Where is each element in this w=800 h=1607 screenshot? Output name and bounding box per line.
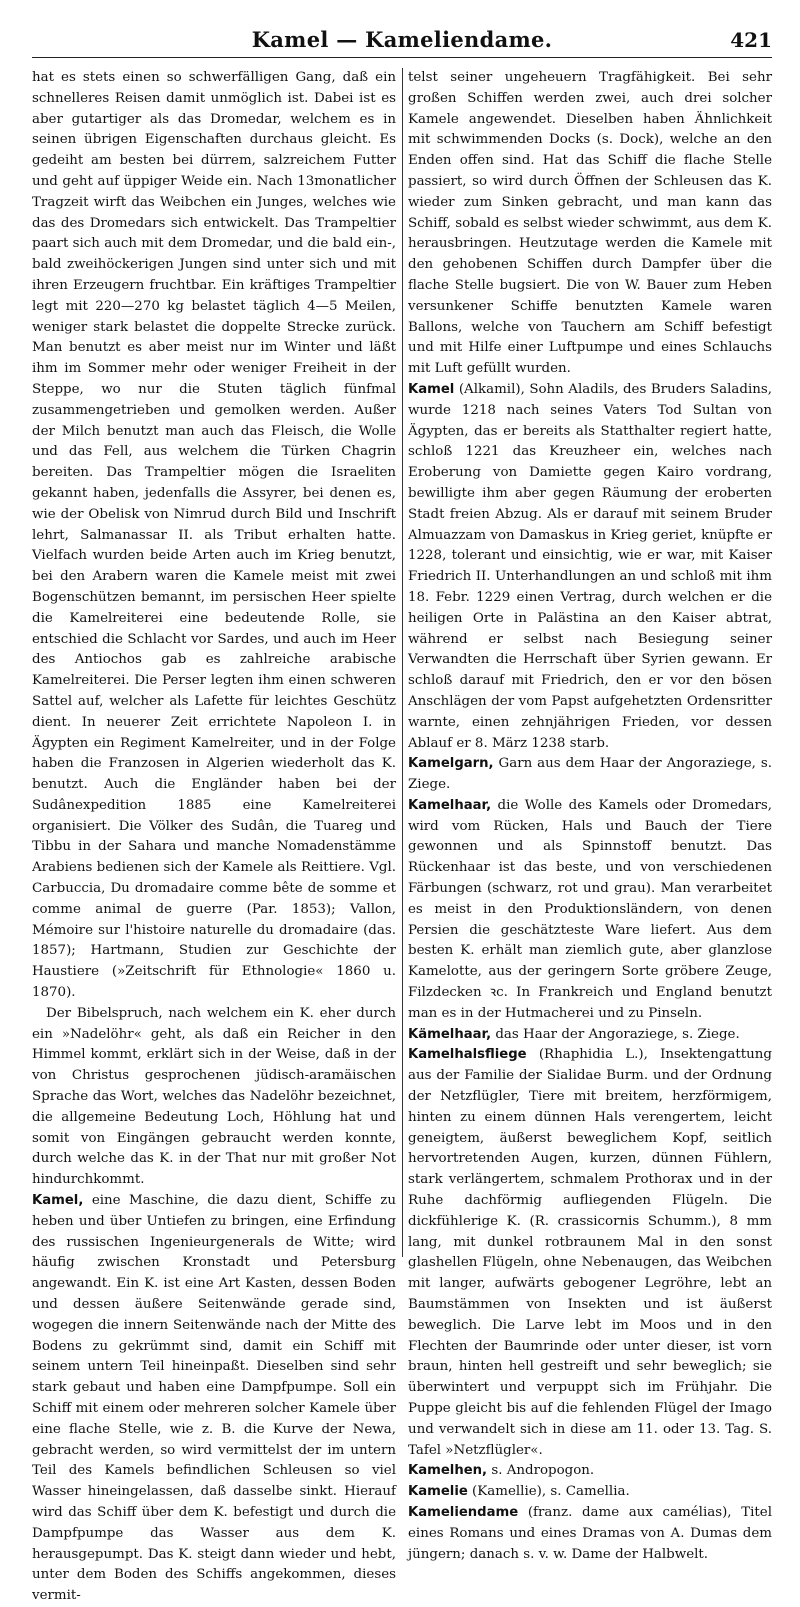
- entry-headword: Kämelhaar,: [408, 1026, 492, 1042]
- right-column: [408, 68, 772, 1562]
- entry-kamel-maschine: [32, 1191, 396, 1607]
- left-column: [32, 68, 396, 1604]
- entry-kamelhaar: [408, 796, 772, 1025]
- entry-text: (Rhaphidia L.), Insektengattung aus der Familie der Sialidae Burm. und der Ordnung der Netzflügler, Tiere mit breitem, herzförmigem, hinten zu einem dünnen Hals verengertem, leicht geneigtem, äußerst beweglichem Kopf, seitlich hervortretenden Augen, kurzen, dünnen Fühlern, stark verlängertem, schmalem Prothorax und in der Ruhe dachförmig aufliegenden Flügeln. Die dickfühlerige K. (R. crassicornis Schumm.), 8 mm lang, mit dunkel rotbraunem Mal in den sonst glashellen Flügeln, ohne Nebenaugen, das Weibchen mit langer, aufwärts gebogener Legröhre, lebt an Baumstämmen von Insekten und ist äußerst beweglich. Die Larve lebt im Moos und in den Flechten der Baumrinde oder unter dieser, ist vorn braun, hinten hell gestreift und sehr beweglich; sie überwintert und verpuppt sich im Frühjahr. Die Puppe gleicht bis auf die fehlenden Flügel der Imago und verwandelt sich in diese am 11. oder 13. Tag. S. Tafel »Netzflügler«.: [408, 1047, 772, 1458]
- entry-kaemelhaar: [408, 1025, 772, 1046]
- entry-kameliendame: [408, 1503, 772, 1565]
- entry-kamelgarn: [408, 754, 772, 796]
- entry-text: s. Andropogon.: [487, 1463, 595, 1479]
- entry-kamel-alkamil: [408, 380, 772, 754]
- paragraph-trampeltier: hat es stets einen so schwerfälligen Gang, daß ein schnelleres Reisen damit unmöglich ist. Dabei ist es aber gutartiger als das Dromedar, welchem es in seinen übrigen Eigenschaften durchaus gleicht. Es gedeiht am besten bei dürrem, salzreichem Futter und geht auf üppiger Weide ein. Nach 13monatlicher Tragzeit wirft das Weibchen ein Junges, welches wie das des Dromedars sich entwickelt. Das Trampeltier paart sich auch mit dem Dromedar, und die bald ein-, bald zweihöckerigen Jungen sind unter sich und mit ihren Erzeugern fruchtbar. Ein kräftiges Trampeltier legt mit 220—270 kg belastet täglich 4—5 Meilen, weniger stark belastet die doppelte Strecke zurück. Man benutzt es aber meist nur im Winter und läßt ihm im Sommer mehr oder weniger Freiheit in der Steppe, wo nur die Stuten täglich fünfmal zusammengetrieben und gemolken werden. Außer der Milch benutzt man auch das Fleisch, die Wolle und das Fell, aus welchem die Türken Chagrin bereiten. Das Trampeltier mögen die Israeliten gekannt haben, jedenfalls die Assyrer, bei denen es, wie der Obelisk von Nimrud durch Bild und Inschrift lehrt, Salmanassar II. als Tribut erhalten hatte. Vielfach wurden beide Arten auch im Krieg benutzt, bei den Arabern waren die Kamele meist mit zwei Bogenschützen bemannt, im persischen Heer spielte die Kamelreiterei eine bedeutende Rolle, sie entschied die Schlacht vor Sardes, und auch im Heer des Antiochos gab es zahlreiche arabische Kamelreiterei. Die Perser legten ihm einen schweren Sattel auf, welcher als Lafette für leichtes Geschütz dient. In neuerer Zeit errichtete Napoleon I. in Ägypten ein Regiment Kamelreiter, und in der Folge haben die Franzosen in Algerien wiederholt das K. benutzt. Auch die Engländer haben bei der Sudânexpedition 1885 eine Kamelreiterei organisiert. Die Völker des Sudân, die Tuareg und Tibbu in der Sahara und manche Nomadenstämme Arabiens bedienen sich der Kamele als Reittiere. Vgl. Carbuccia, Du dromadaire comme bête de somme et comme animal de guerre (Par. 1853); Vallon, Mémoire sur l'histoire naturelle du dromadaire (das. 1857); Hartmann, Studien zur Geschichte der Haustiere (»Zeitschrift für Ethnologie« 1860 u. 1870).: [32, 70, 396, 1001]
- entry-text: die Wolle des Kamels oder Dromedars, wird vom Rücken, Hals und Bauch der Tiere gewonnen und als Spinnstoff benutzt. Das Rückenhaar ist das beste, und von verschiedenen Färbungen (schwarz, rot und grau). Man verarbeitet es meist in den Produktionsländern, von denen Persien die geschätzteste Ware liefert. Aus dem besten K. erhält man ziemlich gute, aber glanzlose Kamelotte, aus der geringern Sorte gröbere Zeuge, Filzdecken ꝛc. In Frankreich und England benutzt man es in der Hutmacherei und zu Pinseln.: [408, 797, 772, 1021]
- entry-kamelhalsfliege: [408, 1045, 772, 1461]
- entry-text: (Alkamil), Sohn Aladils, des Bruders Saladins, wurde 1218 nach seines Vaters Tod Sultan von Ägypten, das er bereits als Statthalter regiert hatte, schloß 1221 das Kreuzheer ein, welches nach Eroberung von Damiette gegen Kairo vordrang, bewilligte ihm aber gegen Räumung der eroberten Stadt freien Abzug. Als er darauf mit seinem Bruder Almuazzam von Damaskus in Krieg geriet, knüpfte er 1228, tolerant und einsichtig, wie er war, mit Kaiser Friedrich II. Unterhandlungen an und schloß mit ihm 18. Febr. 1229 einen Vertrag, durch welchen er die heiligen Orte in Palästina an den Kaiser abtrat, während er selbst nach Besiegung seiner Verwandten die Herrschaft über Syrien gewann. Er schloß darauf mit Friedrich, den er vor den bösen Anschlägen der vom Papst aufgehetzten Ordensritter warnte, einen zehnjährigen Frieden, vor dessen Ablauf er 8. März 1238 starb.: [408, 381, 772, 751]
- entry-headword: Kamelhaar,: [408, 797, 492, 813]
- entry-headword: Kamelie: [408, 1484, 468, 1500]
- page-number: 421: [730, 28, 772, 52]
- entry-kamelhen: [408, 1461, 772, 1482]
- entry-text: (Kamellie), s. Camellia.: [467, 1484, 630, 1500]
- text-columns: [32, 68, 772, 1604]
- entry-text: das Haar der Angoraziege, s. Ziege.: [491, 1026, 740, 1042]
- entry-headword: Kameliendame: [408, 1504, 519, 1520]
- paragraph-bibelspruch: Der Bibelspruch, nach welchem ein K. eher durch ein »Nadelöhr« geht, als daß ein Reicher in den Himmel kommt, erklärt sich in der Weise, daß in der von Christus gesprochenen jüdisch-aramäischen Sprache das Wort, welches das Nadelöhr bezeichnet, die allgemeine Bedeutung Loch, Höhlung hat und somit von Eingängen gebraucht werden konnte, durch welche das K. in der That nur mit großer Not hindurchkommt.: [32, 1005, 396, 1188]
- entry-headword: Kamelhalsfliege: [408, 1047, 527, 1063]
- entry-text: (franz. dame aux camélias), Titel eines Romans und eines Dramas von A. Dumas dem jüngern; danach s. v. w. Dame der Halbwelt.: [408, 1504, 772, 1562]
- page-header: [32, 22, 772, 58]
- entry-headword: Kamelhen,: [408, 1463, 488, 1479]
- entry-text: Garn aus dem Haar der Angoraziege, s. Ziege.: [408, 756, 772, 793]
- entry-headword: Kamel: [408, 381, 455, 397]
- entry-headword: Kamel,: [32, 1193, 84, 1209]
- entry-headword: Kamelgarn,: [408, 756, 494, 772]
- running-title: Kamel — Kameliendame.: [251, 27, 553, 52]
- paragraph-kamel-continued: telst seiner ungeheuern Tragfähigkeit. Bei sehr großen Schiffen werden zwei, auch drei solcher Kamele angewendet. Dieselben haben Ähnlichkeit mit schwimmenden Docks (s. Dock), welche an den Enden offen sind. Hat das Schiff die flache Stelle passiert, so wird durch Öffnen der Schleusen das K. wieder zum Sinken gebracht, und man kann das Schiff, sobald es selbst wieder schwimmt, aus dem K. herausbringen. Heutzutage werden die Kamele mit den gehobenen Schiffen durch Dampfer über die flache Stelle bugsiert. Die von W. Bauer zum Heben versunkener Schiffe benutzten Kamele waren Ballons, welche von Tauchern am Schiff befestigt und mit Hilfe einer Luftpumpe und eines Schlauchs mit Luft gefüllt wurden.: [408, 70, 772, 377]
- column-divider: [402, 68, 403, 1257]
- entry-kamelie: [408, 1482, 772, 1503]
- entry-text: eine Maschine, die dazu dient, Schiffe zu heben und über Untiefen zu bringen, eine Erfindung des russischen Ingenieurgenerals de Witte; wird häufig zwischen Kronstadt und Petersburg angewandt. Ein K. ist eine Art Kasten, dessen Boden und dessen äußere Seitenwände gerade sind, wogegen die innern Seitenwände nach der Mitte des Bodens zu gekrümmt sind, damit ein Schiff mit seinem untern Teil hineinpaßt. Dieselben sind sehr stark gebaut und haben eine Dampfpumpe. Soll ein Schiff mit einem oder mehreren solcher Kamele über eine flache Stelle, wie z. B. die Kurve der Newa, gebracht werden, so wird vermittelst der im untern Teil des Kamels befindlichen Schleusen so viel Wasser hineingelassen, daß dasselbe sinkt. Hierauf wird das Schiff über dem K. befestigt und durch die Dampfpumpe das Wasser aus dem K. herausgepumpt. Das K. steigt dann wieder und hebt, unter dem Boden des Schiffs angekommen, dieses vermit-: [32, 1193, 396, 1604]
